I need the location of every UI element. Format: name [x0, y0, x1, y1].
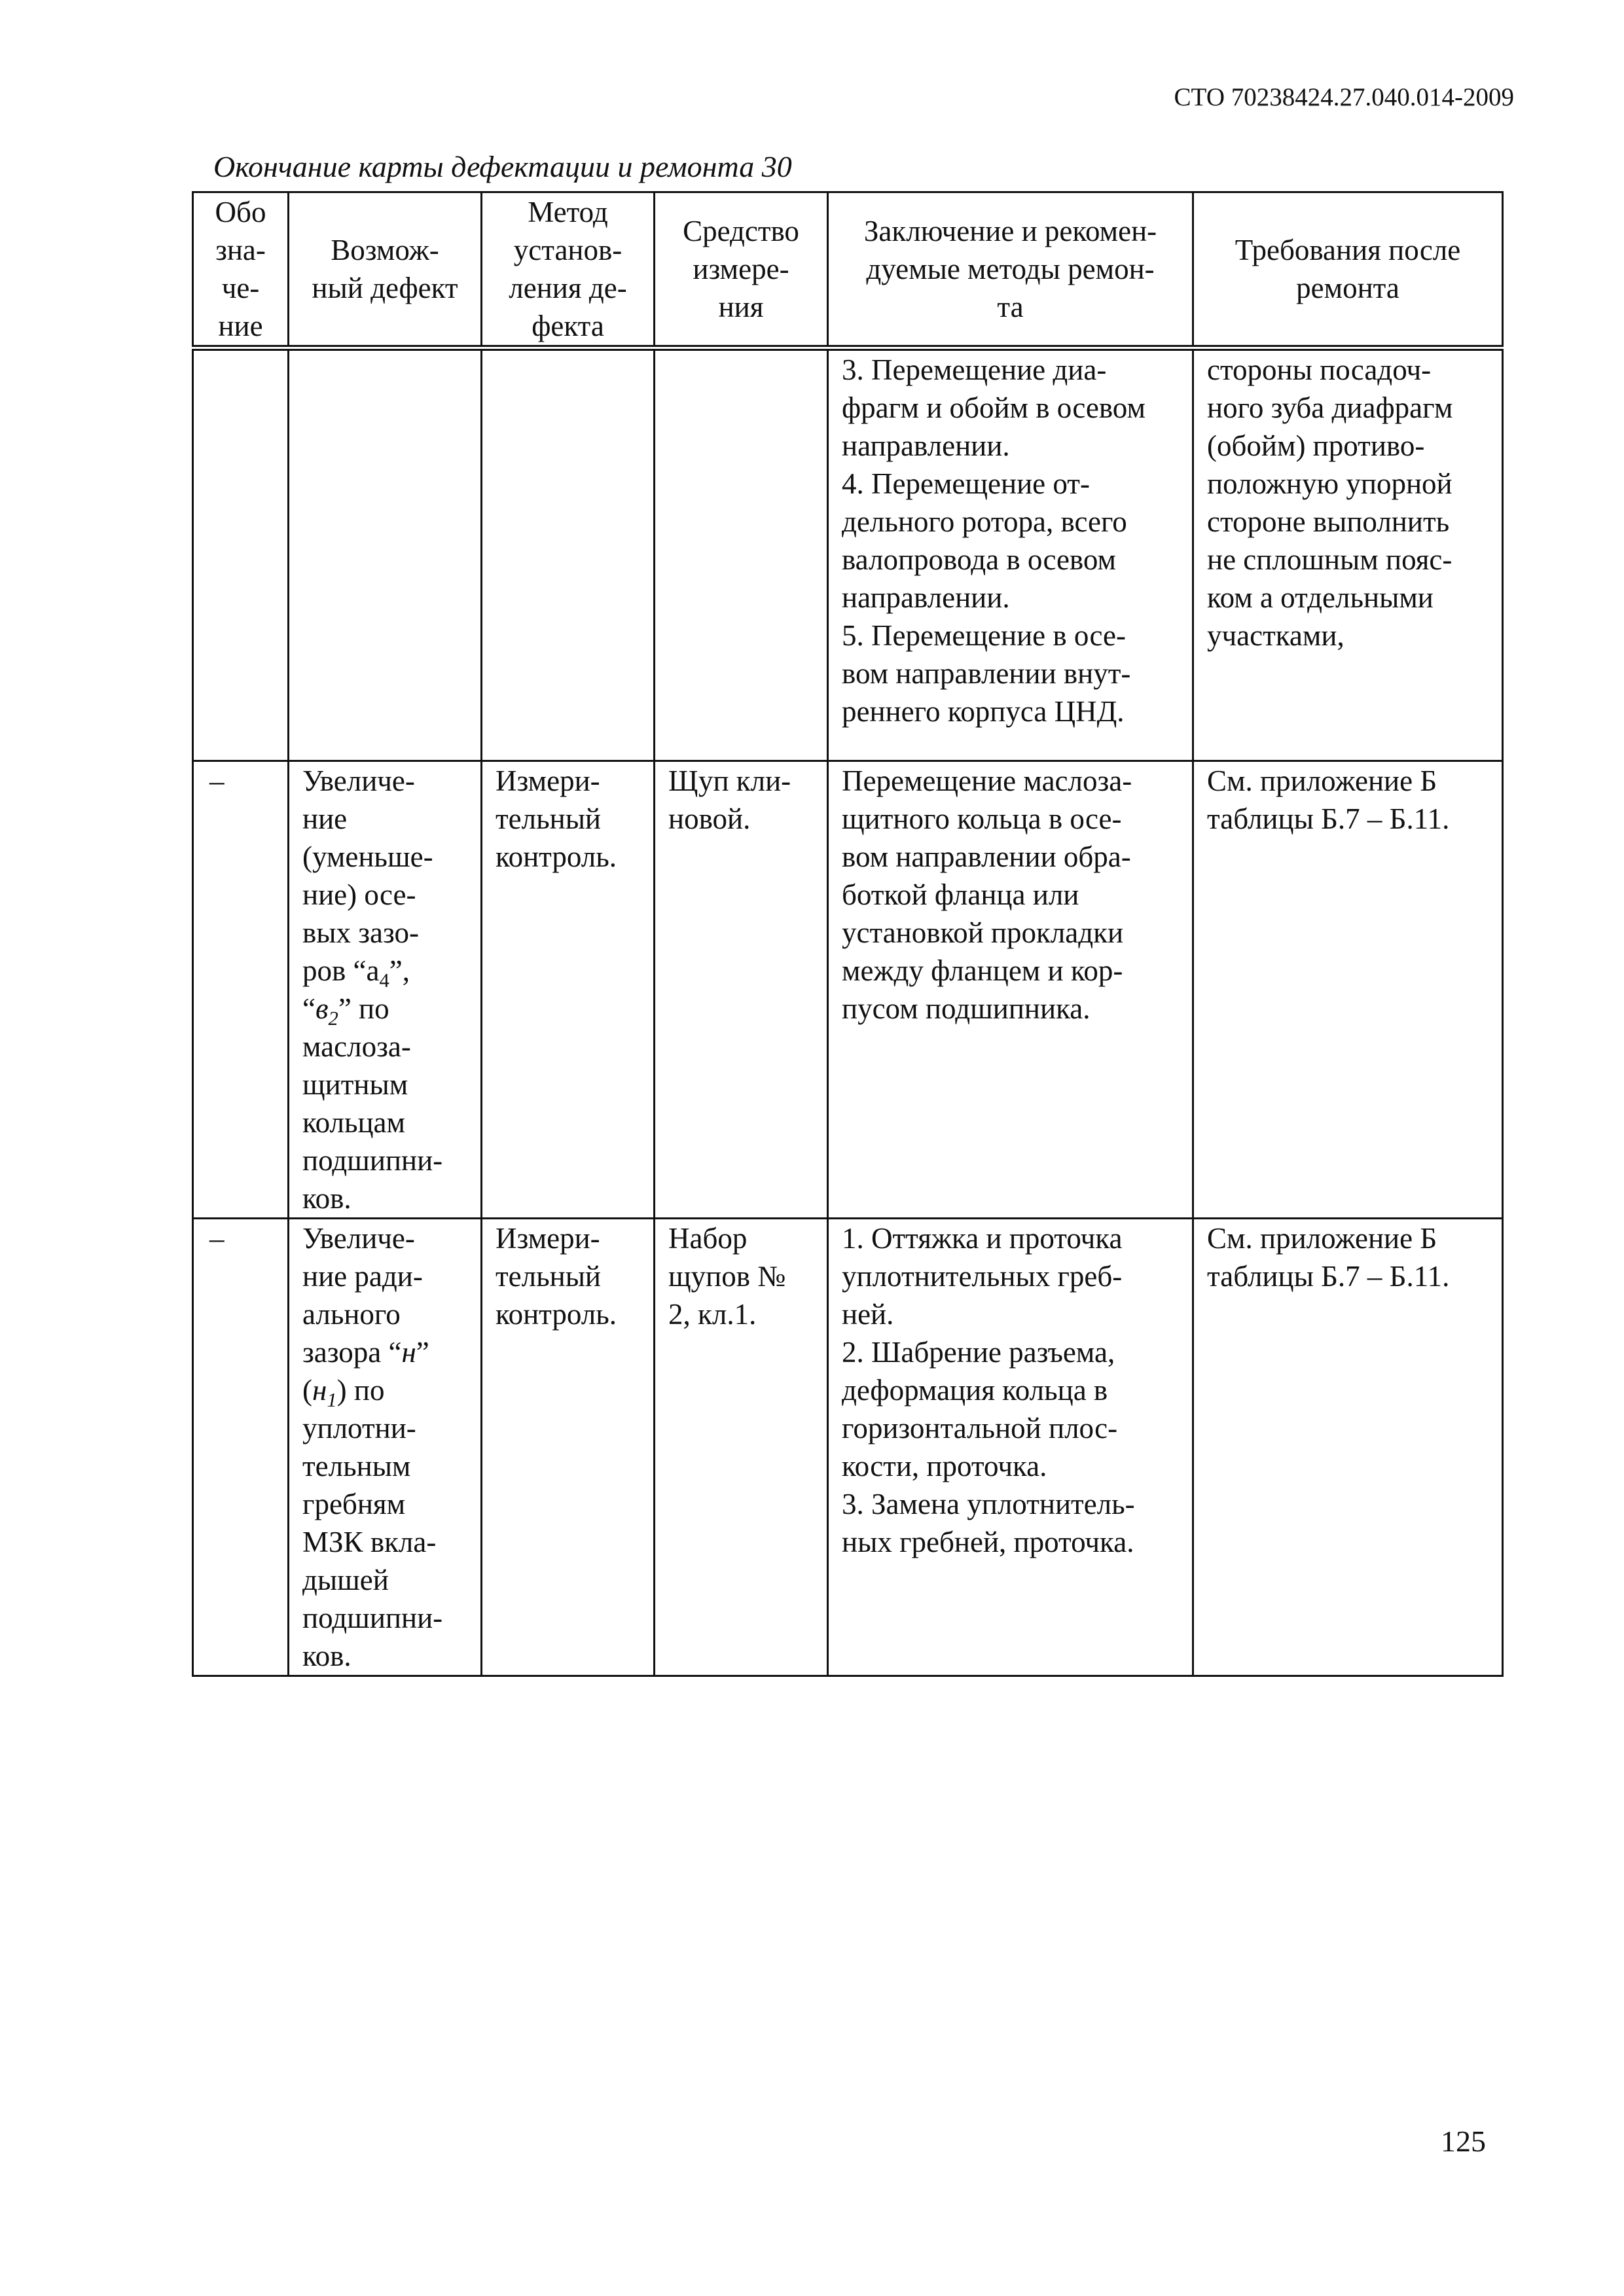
- cell-requirements: стороны посадоч- ного зуба диафрагм (обойм) противо- положную упорной стороне выполнить не сплошным пояс- ком а отдельными участками,: [1193, 348, 1503, 761]
- cell-tool: Набор щупов № 2, кл.1.: [655, 1219, 828, 1676]
- document-code: СТО 70238424.27.040.014-2009: [1174, 83, 1514, 111]
- table-row: [193, 1219, 1503, 1676]
- subscript: 4: [379, 969, 389, 992]
- subscript-variable: 1: [327, 1389, 337, 1411]
- defect-text: ” (: [302, 1336, 429, 1407]
- cell-defect: [289, 1219, 482, 1676]
- cell-requirements: См. приложение Б таблицы Б.7 – Б.11.: [1193, 761, 1503, 1219]
- defect-text: Увеличе- ние ради- ального зазора “: [302, 1222, 423, 1369]
- page-number: 125: [1441, 2125, 1486, 2158]
- defect-text: ”, “: [302, 954, 410, 1025]
- cell-method: Измери- тельный контроль.: [482, 761, 655, 1219]
- table-caption: Окончание карты дефектации и ремонта 30: [213, 150, 792, 183]
- table-header: [193, 192, 1503, 348]
- cell-method: Измери- тельный контроль.: [482, 1219, 655, 1676]
- defect-text: ” по маслоза- щитным кольцам подшипни- ков.: [302, 992, 443, 1215]
- cell-tool: [655, 348, 828, 761]
- table-row: [193, 761, 1503, 1219]
- variable: н: [401, 1336, 416, 1369]
- subscript: [329, 1007, 338, 1030]
- cell-conclusion: Перемещение маслоза- щитного кольца в осе- вом направлении обра- боткой фланца или установкой прокладки между фланцем и кор- пусом подшипника.: [828, 761, 1193, 1219]
- defect-repair-table: [192, 191, 1504, 1677]
- column-header-method: Метод установ- ления де- фекта: [482, 192, 655, 348]
- cell-method: [482, 348, 655, 761]
- defect-text: Увеличе- ние (уменьше- ние) осе- вых зазо- ров “а: [302, 764, 433, 987]
- variable: н: [312, 1374, 327, 1407]
- variable: в: [315, 992, 329, 1025]
- subscript-variable: 2: [328, 1007, 338, 1030]
- column-header-conclusion: Заключение и рекомен- дуемые методы ремон- та: [828, 192, 1193, 348]
- cell-defect: [289, 348, 482, 761]
- cell-conclusion: 1. Оттяжка и проточка уплотнительных греб- ней. 2. Шабрение разъема, деформация кольца в горизонтальной плос- кости, проточка. 3. Замена уплотнитель- ных гребней, проточка.: [828, 1219, 1193, 1676]
- cell-designation: [193, 348, 289, 761]
- column-header-tool: Средство измере- ния: [655, 192, 828, 348]
- column-header-requirements: Требования после ремонта: [1193, 192, 1503, 348]
- defect-text: ) по уплотни- тельным гребням МЗК вкла- дышей подшипни- ков.: [302, 1374, 443, 1672]
- table-row: [193, 348, 1503, 761]
- cell-defect: [289, 761, 482, 1219]
- column-header-defect: Возмож- ный дефект: [289, 192, 482, 348]
- cell-conclusion: 3. Перемещение диа- фрагм и обойм в осевом направлении. 4. Перемещение от- дельного ротора, всего валопровода в осевом направлении. 5. Перемещение в осе- вом направлении внут- реннего корпуса ЦНД.: [828, 348, 1193, 761]
- cell-tool: Щуп кли- новой.: [655, 761, 828, 1219]
- cell-designation: –: [193, 761, 289, 1219]
- subscript: [327, 1389, 336, 1411]
- cell-requirements: См. приложение Б таблицы Б.7 – Б.11.: [1193, 1219, 1503, 1676]
- column-header-designation: Обо зна- че- ние: [193, 192, 289, 348]
- header-row: [193, 192, 1503, 348]
- cell-designation: –: [193, 1219, 289, 1676]
